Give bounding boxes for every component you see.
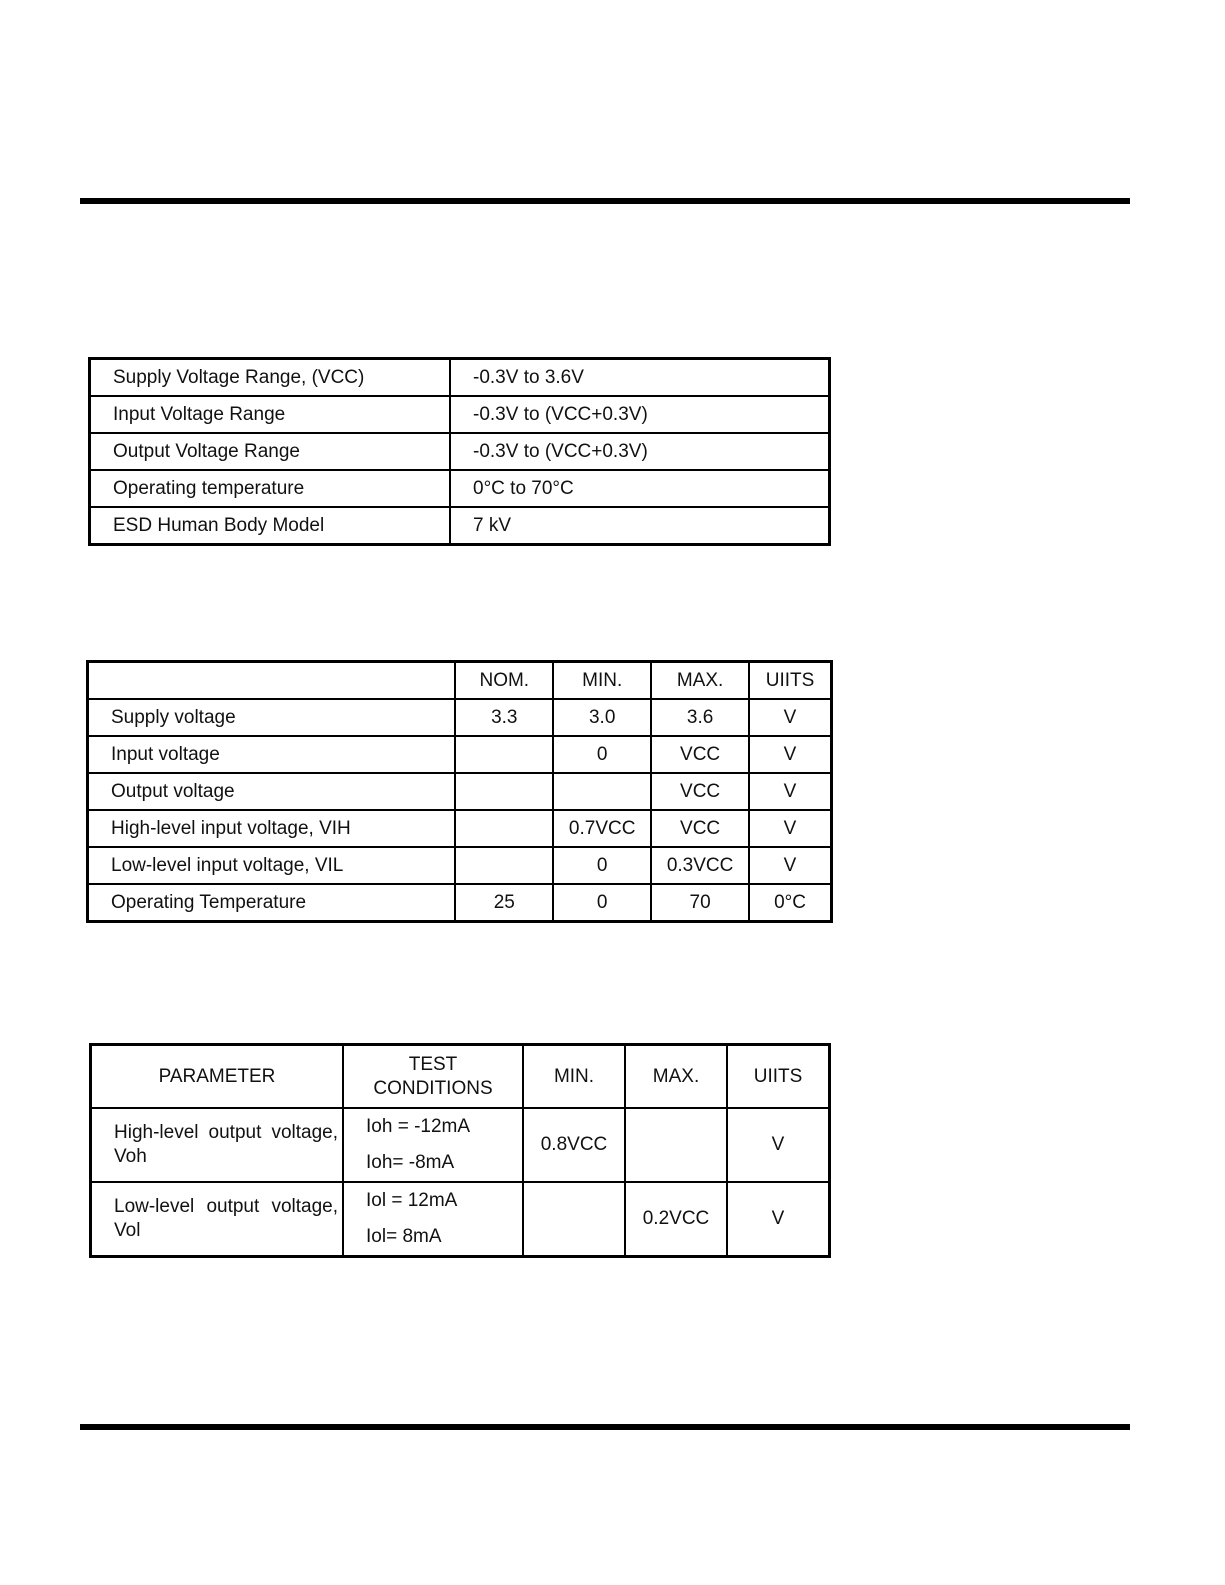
nom-value xyxy=(455,736,553,773)
units-value: V xyxy=(749,699,831,736)
header-label xyxy=(88,662,456,700)
header-test-conditions-line1: TEST xyxy=(408,1053,458,1075)
rating-label: Operating temperature xyxy=(90,470,451,507)
table-row xyxy=(91,1182,830,1257)
table-row xyxy=(88,847,832,884)
table-row xyxy=(88,773,832,810)
condition-label: Low-level input voltage, VIL xyxy=(88,847,456,884)
condition-label: Input voltage xyxy=(88,736,456,773)
rating-value: -0.3V to (VCC+0.3V) xyxy=(450,396,830,433)
table-row xyxy=(88,810,832,847)
condition-label: Operating Temperature xyxy=(88,884,456,922)
table-row xyxy=(90,359,830,397)
units-value: V xyxy=(749,810,831,847)
table-header-row xyxy=(88,662,832,700)
min-value xyxy=(523,1182,625,1257)
nom-value xyxy=(455,847,553,884)
units-value: 0°C xyxy=(749,884,831,922)
condition-label: Output voltage xyxy=(88,773,456,810)
units-value: V xyxy=(749,736,831,773)
max-value xyxy=(625,1108,727,1182)
rating-label: Input Voltage Range xyxy=(90,396,451,433)
header-nom: NOM. xyxy=(455,662,553,700)
units-value: V xyxy=(749,773,831,810)
max-value: 0.2VCC xyxy=(625,1182,727,1257)
max-value: 3.6 xyxy=(651,699,749,736)
absolute-ratings-table xyxy=(88,357,831,546)
nom-value xyxy=(455,773,553,810)
min-value: 0.8VCC xyxy=(523,1108,625,1182)
test-condition-2: Ioh= -8mA xyxy=(366,1152,455,1173)
rating-label: Supply Voltage Range, (VCC) xyxy=(90,359,451,397)
units-value: V xyxy=(749,847,831,884)
bottom-horizontal-rule xyxy=(80,1424,1130,1430)
max-value: VCC xyxy=(651,736,749,773)
units-value: V xyxy=(727,1182,830,1257)
test-conditions-cell xyxy=(343,1108,523,1182)
rating-label: Output Voltage Range xyxy=(90,433,451,470)
min-value: 0.7VCC xyxy=(553,810,651,847)
test-condition-1: Iol = 12mA xyxy=(366,1190,458,1211)
rating-value: -0.3V to (VCC+0.3V) xyxy=(450,433,830,470)
min-value xyxy=(553,773,651,810)
table-row xyxy=(88,736,832,773)
parameter-name: Low-level output voltage, xyxy=(114,1196,338,1217)
parameter-cell xyxy=(91,1182,344,1257)
min-value: 0 xyxy=(553,847,651,884)
units-value: V xyxy=(727,1108,830,1182)
max-value: VCC xyxy=(651,810,749,847)
table-row xyxy=(90,396,830,433)
operating-conditions-table xyxy=(86,660,833,923)
condition-label: High-level input voltage, VIH xyxy=(88,810,456,847)
header-max: MAX. xyxy=(625,1045,727,1109)
rating-label: ESD Human Body Model xyxy=(90,507,451,545)
rating-value: -0.3V to 3.6V xyxy=(450,359,830,397)
min-value: 0 xyxy=(553,736,651,773)
top-horizontal-rule xyxy=(80,198,1130,204)
nom-value xyxy=(455,810,553,847)
nom-value: 25 xyxy=(455,884,553,922)
parameter-cell xyxy=(91,1108,344,1182)
table-row xyxy=(91,1108,830,1182)
table-row xyxy=(88,884,832,922)
test-condition-1: Ioh = -12mA xyxy=(366,1116,471,1137)
table-header-row xyxy=(91,1045,830,1109)
rating-value: 0°C to 70°C xyxy=(450,470,830,507)
nom-value: 3.3 xyxy=(455,699,553,736)
header-parameter: PARAMETER xyxy=(91,1045,344,1109)
condition-label: Supply voltage xyxy=(88,699,456,736)
rating-value: 7 kV xyxy=(450,507,830,545)
table-row xyxy=(90,507,830,545)
max-value: 0.3VCC xyxy=(651,847,749,884)
max-value: VCC xyxy=(651,773,749,810)
parameter-name: High-level output voltage, xyxy=(114,1122,338,1143)
header-min: MIN. xyxy=(553,662,651,700)
header-max: MAX. xyxy=(651,662,749,700)
max-value: 70 xyxy=(651,884,749,922)
header-test-conditions-line2: CONDITIONS xyxy=(373,1077,493,1099)
output-characteristics-table xyxy=(89,1043,831,1258)
parameter-symbol: Voh xyxy=(114,1146,147,1167)
test-condition-2: Iol= 8mA xyxy=(366,1226,442,1247)
table-row xyxy=(88,699,832,736)
parameter-symbol: Vol xyxy=(114,1220,141,1241)
min-value: 0 xyxy=(553,884,651,922)
table-row xyxy=(90,470,830,507)
min-value: 3.0 xyxy=(553,699,651,736)
header-min: MIN. xyxy=(523,1045,625,1109)
test-conditions-cell xyxy=(343,1182,523,1257)
header-test-conditions xyxy=(343,1045,523,1109)
table-row xyxy=(90,433,830,470)
header-units: UIITS xyxy=(749,662,831,700)
header-units: UIITS xyxy=(727,1045,830,1109)
